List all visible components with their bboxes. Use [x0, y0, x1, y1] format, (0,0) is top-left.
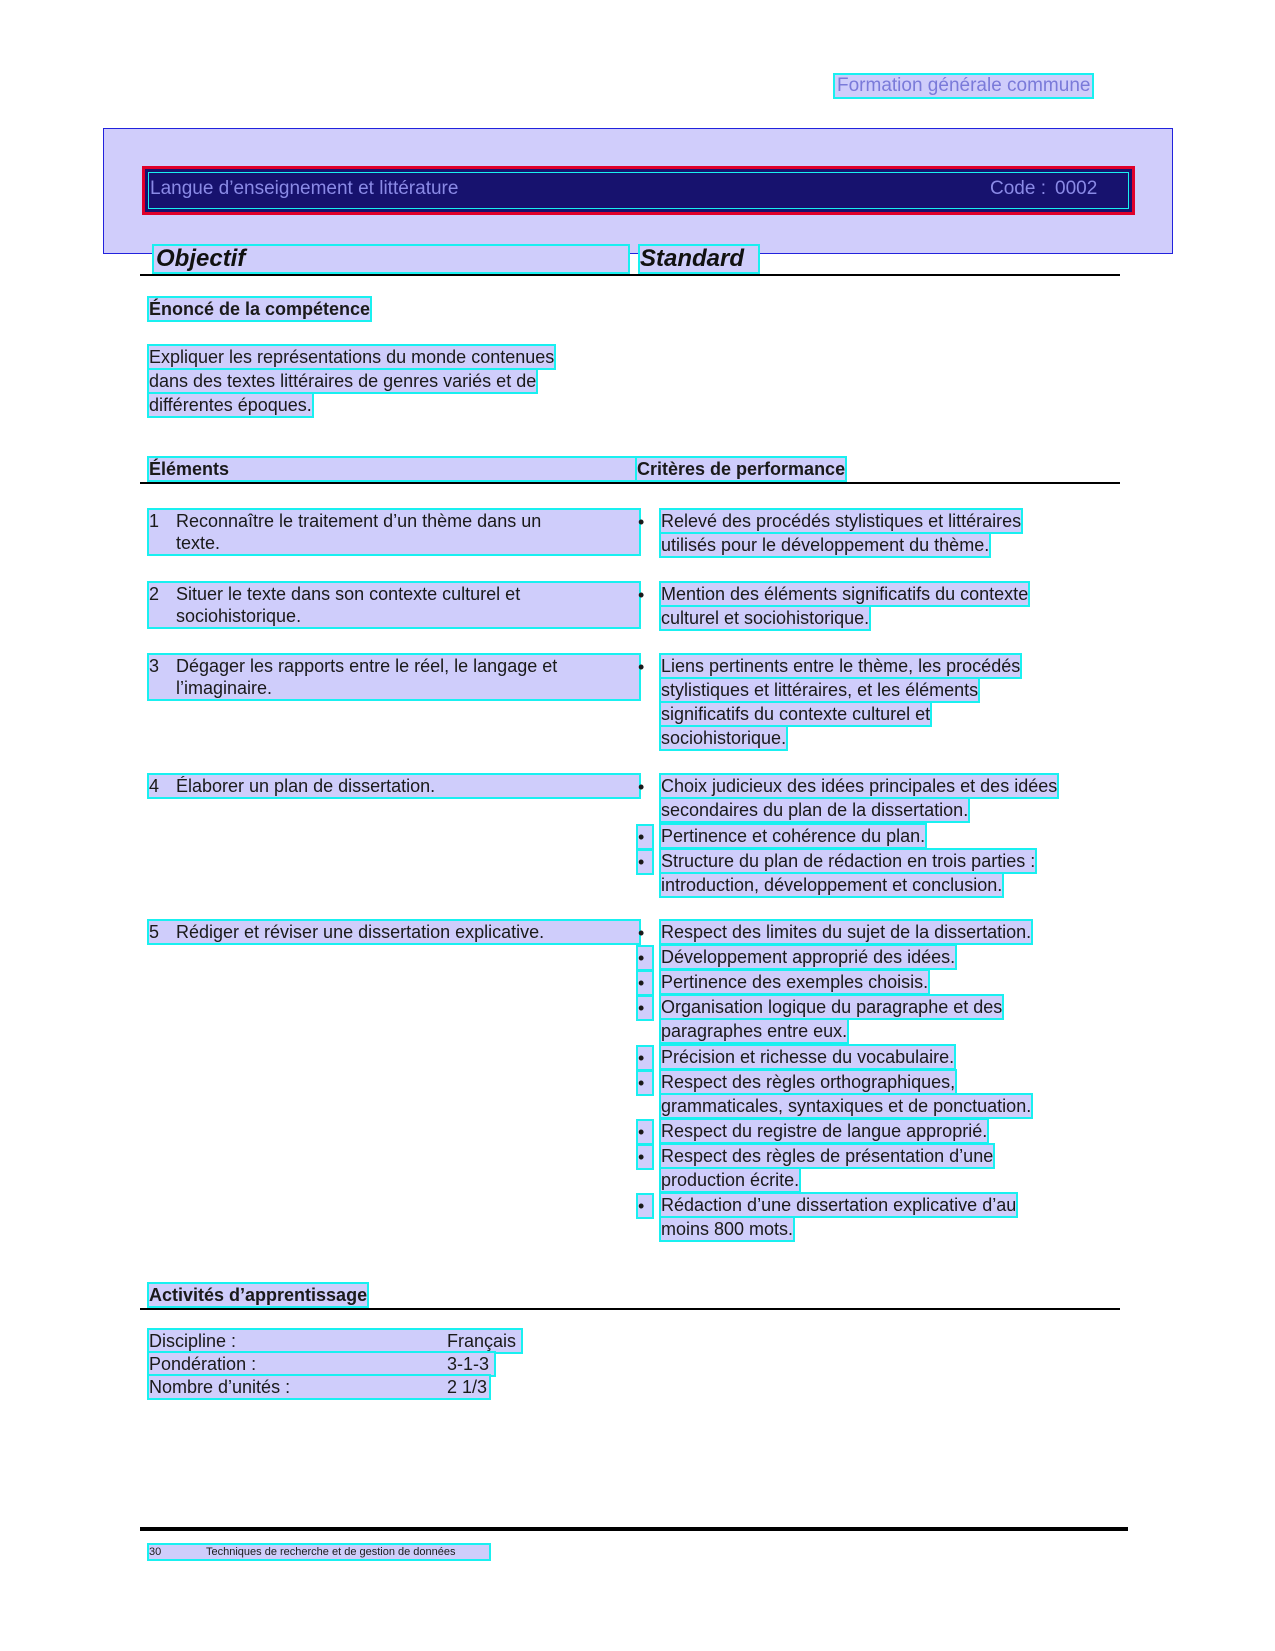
bullet-icon: • — [638, 1121, 652, 1143]
bullet-icon: • — [638, 947, 652, 969]
bullet-icon: • — [638, 923, 645, 943]
criterion-line: Organisation logique du paragraphe et des — [661, 997, 1003, 1017]
footer-rule — [140, 1527, 1128, 1531]
bullet-icon: • — [638, 851, 652, 873]
element-line: Situer le texte dans son contexte culturel et — [176, 584, 521, 604]
criterion-item — [661, 775, 1057, 821]
element-number: 4 — [149, 776, 160, 796]
standard-heading: Standard — [640, 246, 758, 272]
criteria-heading: Critères de performance — [637, 459, 846, 479]
activity-row — [149, 1330, 521, 1352]
page-number: 30 — [149, 1546, 162, 1558]
criterion-line: Respect du registre de langue approprié. — [661, 1121, 988, 1141]
bullet-icon: • — [638, 777, 645, 797]
activity-row — [149, 1353, 494, 1375]
criterion-item — [661, 946, 955, 968]
activity-label: Pondération : — [149, 1354, 257, 1374]
element-line: Dégager les rapports entre le réel, le langage et — [176, 656, 558, 676]
bullet-icon: • — [638, 585, 645, 605]
bullet-icon: • — [638, 657, 645, 677]
competence-text — [149, 346, 554, 416]
element-line: Élaborer un plan de dissertation. — [176, 776, 436, 796]
bullet-icon: • — [638, 826, 652, 848]
criterion-item — [661, 825, 925, 847]
criterion-line: secondaires du plan de la dissertation. — [661, 800, 969, 820]
criterion-line: Précision et richesse du vocabulaire. — [661, 1047, 955, 1067]
bullet-icon: • — [638, 1146, 652, 1168]
activities-heading: Activités d’apprentissage — [149, 1285, 368, 1305]
criterion-line: stylistiques et littéraires, et les éléments — [661, 680, 979, 700]
activity-value: 3-1-3 — [447, 1354, 490, 1374]
criterion-line: Liens pertinents entre le thème, les procédés — [661, 656, 1021, 676]
element-number: 2 — [149, 584, 160, 604]
competence-line: dans des textes littéraires de genres variés et de — [149, 371, 537, 391]
element-line: Reconnaître le traitement d’un thème dans un — [176, 511, 542, 531]
criterion-item — [661, 1120, 987, 1142]
element-text — [176, 583, 520, 627]
criterion-item — [661, 1194, 1016, 1240]
bullet-icon: • — [638, 1047, 652, 1069]
divider-top — [140, 274, 1120, 276]
criterion-line: Pertinence des exemples choisis. — [661, 972, 929, 992]
activity-row — [149, 1376, 489, 1398]
criterion-item — [661, 1145, 993, 1191]
element-text — [176, 921, 544, 943]
competence-heading: Énoncé de la compétence — [149, 299, 371, 319]
bullet-icon: • — [638, 1072, 652, 1094]
criterion-line: moins 800 mots. — [661, 1219, 794, 1239]
criterion-item — [661, 1071, 1031, 1117]
criterion-line: grammaticales, syntaxiques et de ponctuation. — [661, 1096, 1032, 1116]
criterion-line: production écrite. — [661, 1170, 800, 1190]
criterion-line: Rédaction d’une dissertation explicative d’au — [661, 1195, 1017, 1215]
criterion-item — [661, 1046, 954, 1068]
criterion-line: Pertinence et cohérence du plan. — [661, 826, 926, 846]
element-number: 3 — [149, 656, 160, 676]
element-line: Rédiger et réviser une dissertation explicative. — [176, 922, 545, 942]
criterion-item — [661, 655, 1020, 749]
criterion-line: utilisés pour le développement du thème. — [661, 535, 990, 555]
bullet-icon: • — [638, 997, 652, 1019]
criterion-line: Respect des règles orthographiques, — [661, 1072, 956, 1092]
element-text — [176, 655, 557, 699]
criterion-line: Respect des limites du sujet de la dissertation. — [661, 922, 1032, 942]
criterion-item — [661, 850, 1035, 896]
elements-heading: Éléments — [149, 458, 637, 480]
element-number: 5 — [149, 922, 160, 942]
element-line: sociohistorique. — [176, 606, 302, 626]
bullet-icon: • — [638, 1195, 652, 1217]
element-line: l’imaginaire. — [176, 678, 273, 698]
criterion-item — [661, 971, 928, 993]
divider-elements — [140, 482, 1120, 484]
element-text — [176, 510, 541, 554]
competence-line: différentes époques. — [149, 395, 312, 415]
activity-value: Français — [447, 1331, 517, 1351]
course-code-label: Code : — [990, 178, 1046, 199]
criterion-line: sociohistorique. — [661, 728, 787, 748]
course-title: Langue d’enseignement et littérature — [150, 178, 459, 199]
criterion-item — [661, 510, 1021, 556]
criterion-line: Structure du plan de rédaction en trois parties : — [661, 851, 1036, 871]
element-line: texte. — [176, 533, 221, 553]
activity-label: Discipline : — [149, 1331, 237, 1351]
element-text — [176, 775, 435, 797]
activity-value: 2 1/3 — [447, 1377, 488, 1397]
course-code-value: 0002 — [1055, 178, 1098, 199]
criterion-line: Choix judicieux des idées principales et des idées — [661, 776, 1058, 796]
competence-line: Expliquer les représentations du monde contenues — [149, 347, 555, 367]
footer-text: Techniques de recherche et de gestion de données — [206, 1546, 456, 1558]
criterion-item — [661, 996, 1002, 1042]
program-label: Formation générale commune — [837, 75, 1091, 96]
criterion-line: Respect des règles de présentation d’une — [661, 1146, 994, 1166]
criterion-line: Mention des éléments significatifs du contexte — [661, 584, 1029, 604]
bullet-icon: • — [638, 512, 645, 532]
activity-label: Nombre d’unités : — [149, 1377, 291, 1397]
footer — [149, 1545, 489, 1559]
criterion-line: culturel et sociohistorique. — [661, 608, 870, 628]
criterion-line: significatifs du contexte culturel et — [661, 704, 931, 724]
criterion-line: Développement approprié des idées. — [661, 947, 956, 967]
divider-activities — [140, 1308, 1120, 1310]
objectif-heading: Objectif — [154, 246, 628, 272]
criterion-item — [661, 921, 1031, 943]
bullet-icon: • — [638, 972, 652, 994]
criterion-line: paragraphes entre eux. — [661, 1021, 848, 1041]
criterion-item — [661, 583, 1028, 629]
element-number: 1 — [149, 511, 160, 531]
criterion-line: introduction, développement et conclusion. — [661, 875, 1003, 895]
criterion-line: Relevé des procédés stylistiques et littéraires — [661, 511, 1022, 531]
